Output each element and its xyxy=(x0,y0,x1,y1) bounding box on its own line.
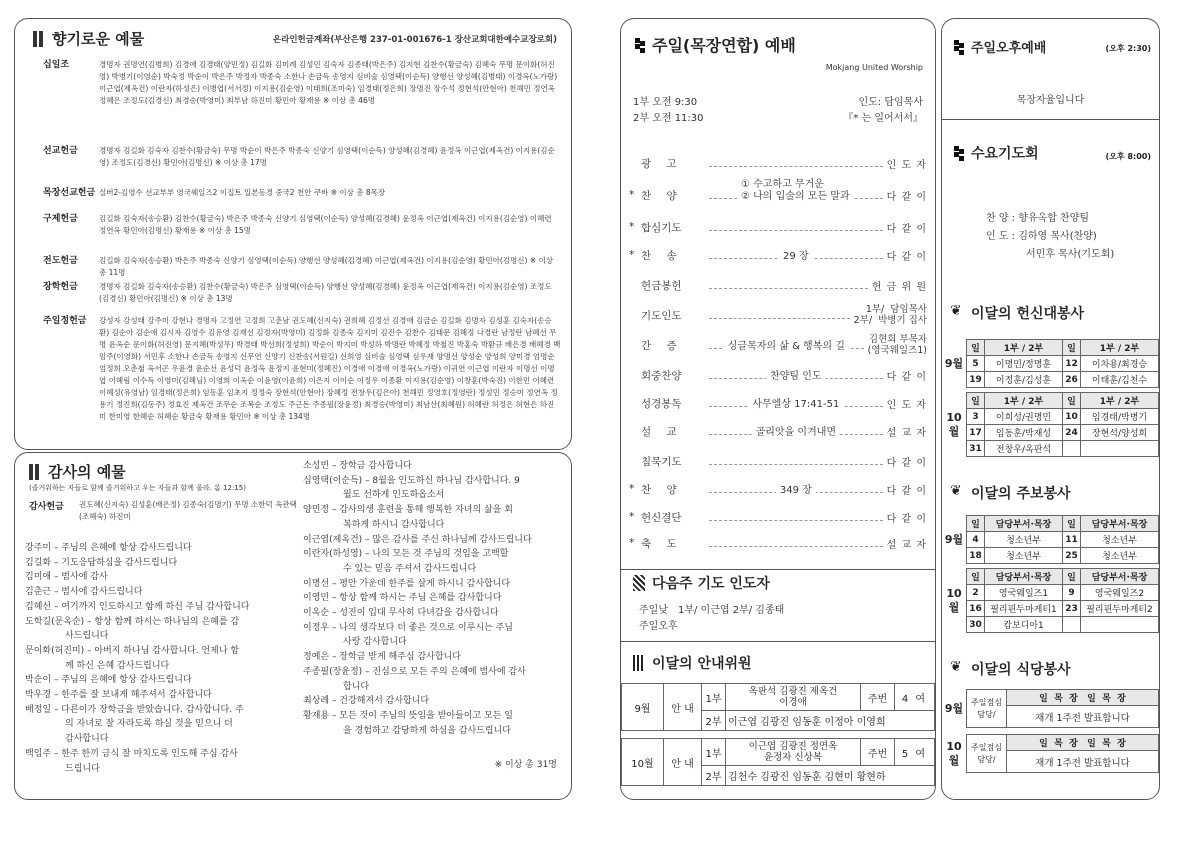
dedication-cell: 3 xyxy=(967,409,985,425)
dedication-month-block xyxy=(942,392,1160,457)
dedication-cell: 24 xyxy=(1063,425,1081,441)
title-marker-icon xyxy=(952,145,964,161)
service-leader: 다 같 이 xyxy=(886,371,927,383)
offering-category: 선교헌금 xyxy=(43,146,78,156)
stand-mark: * xyxy=(629,511,635,523)
dedication-tables xyxy=(942,339,1160,461)
cafeteria-month: 10월 xyxy=(946,739,962,767)
thanks-line: 복하게 하시니 감사합니다 xyxy=(343,519,445,530)
cafeteria-header-row xyxy=(967,735,1159,751)
offering-section xyxy=(43,213,561,237)
service-leader: 헌 금 위 원 xyxy=(871,281,927,293)
dedication-cell xyxy=(1063,441,1081,457)
usher-service: 2부 xyxy=(702,766,726,786)
thanks-line: 황재용 – 모든 것이 주님의 뜻임을 받아들이고 모든 일 xyxy=(303,710,513,721)
cafeteria-title: ❦ 이달의 식당봉사 xyxy=(952,659,1071,679)
bulletin-header: 담당부서·목장 xyxy=(1081,569,1159,585)
dedication-row xyxy=(967,425,1159,441)
wednesday-leader: 인 도 : 김하영 목사(찬양) xyxy=(986,231,1097,242)
thanks-line: 감사합니다 xyxy=(65,734,109,745)
dedication-cell: 31 xyxy=(967,441,985,457)
dedication-header: 일 xyxy=(1063,393,1081,409)
dedication-header: 1부 / 2부 xyxy=(1081,340,1159,356)
thanks-line: 이근엽(제옥건) – 많은 감사를 주신 하나님께 감사드립니다 xyxy=(303,534,532,545)
dedication-header: 1부 / 2부 xyxy=(1081,393,1159,409)
cafeteria-month: 9월 xyxy=(944,701,964,715)
usher-names: 옥판석 김광진 제옥건 이경애 xyxy=(726,684,861,711)
thanks-line: 이옥순 – 성진이 입대 무사히 다녀감을 감사합니다 xyxy=(303,608,499,619)
divider xyxy=(621,641,935,642)
offering-section xyxy=(43,187,561,199)
usher-gap xyxy=(622,731,935,739)
leader-dots xyxy=(709,179,883,202)
offering-title: 향기로운 예물 xyxy=(33,28,144,49)
bulletin-tables xyxy=(942,515,1160,637)
usher-names: 김천수 김광진 임동훈 김현미 황현하 xyxy=(726,766,935,786)
bulletin-header-row xyxy=(967,516,1159,532)
thanks-line: 도학길(문옥순) – 항상 함께 하시는 하나님의 은혜를 감 xyxy=(25,616,240,627)
offering-section xyxy=(43,59,561,107)
stand-note: 『* 는 일어서서』 xyxy=(843,113,923,124)
dedication-cell: 5 xyxy=(967,356,985,372)
title-marker-icon xyxy=(633,575,645,591)
thanks-line: 강주미 – 주님의 은혜에 항상 감사드립니다 xyxy=(25,543,192,553)
thanks-line: 을 경험하고 감당하게 하심을 감사드립니다 xyxy=(343,725,511,736)
thanks-line: 최상례 – 건강해져서 감사합니다 xyxy=(303,696,430,707)
wednesday-time: (오후 8:00) xyxy=(1105,152,1151,161)
dedication-month: 9월 xyxy=(944,356,964,370)
service-item xyxy=(629,179,927,203)
service-leader: 다 같 이 xyxy=(886,251,927,263)
usher-names: 이근엽 김광진 정연옥 윤정자 신상복 xyxy=(726,739,861,766)
worship-leader: 인도: 담임목사 xyxy=(858,97,923,108)
bulletin-cell xyxy=(1081,617,1159,633)
title-marker-icon xyxy=(633,37,645,53)
offering-category: 십일조 xyxy=(43,60,70,70)
offering-category: 구제헌금 xyxy=(43,214,78,224)
service-leader: 설 교 자 xyxy=(886,539,927,551)
thanks-line: 배정일 – 다른이가 장학금을 받았습니다. 감사합니다. 주 xyxy=(25,704,244,715)
service-label: 헌신결단 xyxy=(641,511,682,524)
service-item xyxy=(629,247,927,263)
thanks-line: 김혜선 – 여기까지 인도하시고 함께 하신 주님 감사합니다 xyxy=(25,601,250,612)
usher-month: 10월 xyxy=(622,739,664,786)
offering-names: 실버2-김영수 선교부부 영국웨일즈2 이집트 일본동경 중국2 천안 쿠바 ※ 이상 총 8목장 xyxy=(99,188,386,197)
service-label: 합심기도 xyxy=(641,221,682,234)
bulletin-month: 10월 xyxy=(946,586,962,614)
usher-row xyxy=(622,739,935,766)
offering-category: 목장선교헌금 xyxy=(43,188,96,198)
service-leader: 김현희 부목자 (영국웨일즈1) xyxy=(867,334,927,356)
dedication-cell: 이차용/최경승 xyxy=(1081,356,1159,372)
dedication-cell: 19 xyxy=(967,372,985,388)
afternoon-body: 목장자율입니다 xyxy=(1016,95,1085,106)
bank-account: 온라인헌금계좌(부산은행 237-01-001676-1 장산교회대한예수교장로회) xyxy=(272,35,557,45)
service-leader: 1부/ 담임목사 2부/ 박병기 집사 xyxy=(853,304,927,326)
leaf-icon xyxy=(952,305,964,321)
service-detail: 골리앗을 이겨내면 xyxy=(752,423,840,438)
offering-category: 장학헌금 xyxy=(43,282,78,292)
thanks-line: 합니다 xyxy=(343,681,370,692)
thanks-line: 김춘근 – 범사에 감사드립니다 xyxy=(25,587,143,598)
bulletin-header: 담당부서·목장 xyxy=(985,516,1063,532)
service-leader: 다 같 이 xyxy=(886,191,927,203)
worship-title: 주일(목장연합) 예배 xyxy=(633,33,796,56)
usher-service: 2부 xyxy=(702,711,726,731)
service-item xyxy=(629,423,927,439)
leader-dots xyxy=(709,311,850,319)
leader-dots xyxy=(709,457,883,465)
dedication-header: 일 xyxy=(1063,340,1081,356)
dedication-cell: 이정훈/김성훈 xyxy=(985,372,1063,388)
service-leader: 다 같 이 xyxy=(886,457,927,469)
bulletin-cell: 11 xyxy=(1063,532,1081,548)
thanks-line: 사드립니다 xyxy=(65,631,109,642)
leader-dots xyxy=(709,539,883,547)
service-label: 헌금봉헌 xyxy=(641,279,682,292)
bulletin-table xyxy=(966,515,1159,564)
service-leader: 인 도 자 xyxy=(886,159,927,171)
title-marker-icon xyxy=(33,31,45,47)
leader-dots xyxy=(709,281,868,289)
offering-section xyxy=(43,281,561,305)
service-item xyxy=(629,219,927,235)
leader-dots xyxy=(709,251,883,262)
leader-dots xyxy=(709,513,883,521)
thanks-line: 백임주 – 한주 한끼 금식 잘 마치도록 인도해 주심 감사 xyxy=(25,748,238,759)
wednesday-praise: 찬 양 : 향유옥합 찬양팀 xyxy=(986,213,1090,224)
dedication-cell: 12 xyxy=(1063,356,1081,372)
offering-category: 전도헌금 xyxy=(43,256,78,266)
offering-names: 경명자 권명연(김병희) 김경애 김경태(양민정) 김길화 김미례 김성민 김숙자 김종태(박은주) 김지현 김찬수(황금숙) 김혜숙 무명 문이화(허진영) 박병기(이영순) 박숙정 박순이 박은주 박정자 박종숙 소한나 손금득 송영지 심비술 심영택(이순득) 양행선 양성혜(김병태) 이경옥(노가랑) 이근엽(제옥건) 이란자(하성은) 이병엽(서서정) 이지용(김순영) 이태희(조미숙) 임경태(정은희) 장명진 장수석 정현석(안현아) 천해민 정연옥 정혜은 조정도(김경신) 최경승(박영미) 최부남 하진미 황민아 황재용 ※ 이상 총 46명 xyxy=(99,60,558,105)
service-item xyxy=(629,304,927,326)
service-detail: 싱글목자의 삶 & 행복의 길 xyxy=(724,337,849,352)
dedication-header: 일 xyxy=(967,340,985,356)
dedication-cell: 전창우/옥판석 xyxy=(985,441,1063,457)
thanks-line: 이영민 – 항상 함께 하시는 주님 은혜를 감사합니다 xyxy=(303,593,502,604)
offering-names: 김길화 김숙자(송승환) 김찬수(황금숙) 박은주 박종숙 신양기 심영택(이순득) 양성혜(김경혜) 윤정옥 이근엽(제옥건) 이지용(김순영) 이혜련 정연옥 황민아(김명신) 황재용 ※ 이상 총 15명 xyxy=(99,214,552,235)
usher-title: 이달의 안내위원 xyxy=(633,653,752,673)
cafeteria-table xyxy=(966,734,1159,773)
thanks-line: 정예은 – 장학금 받게 해주심 감사합니다 xyxy=(303,652,461,663)
offering-category: 주일정헌금 xyxy=(43,316,87,326)
cafeteria-month-block xyxy=(942,734,1160,773)
usher-role: 안 내 xyxy=(664,739,702,786)
thanks-line: 월도 선하게 인도하옵소서 xyxy=(343,490,445,501)
cafeteria-label: 주일점심 담당/ xyxy=(967,735,1007,773)
thanks-line: 박우경 – 한주를 잘 보내게 해주셔서 감사합니다 xyxy=(25,690,212,701)
bulletin-row xyxy=(967,585,1159,601)
bulletin-cell: 필리핀두마게티1 xyxy=(985,601,1063,617)
next-prayer-title: 다음주 기도 인도자 xyxy=(633,573,770,593)
service-detail: 349 장 xyxy=(776,481,816,496)
dedication-cell: 이태훈/김천수 xyxy=(1081,372,1159,388)
dedication-row xyxy=(967,409,1159,425)
wednesday-leader-2: 서민후 목사(기도회) xyxy=(1026,249,1115,260)
service-leader: 다 같 이 xyxy=(886,513,927,525)
afternoon-time: (오후 2:30) xyxy=(1105,44,1151,53)
service-item xyxy=(629,535,927,551)
bulletin-cell: 2 xyxy=(967,585,985,601)
schedule-panel xyxy=(941,18,1160,800)
dedication-header: 일 xyxy=(967,393,985,409)
service-leader: 다 같 이 xyxy=(886,223,927,235)
dedication-table xyxy=(966,339,1159,388)
dedication-header: 1부 / 2부 xyxy=(985,340,1063,356)
bulletin-cell: 필리핀두마게티2 xyxy=(1081,601,1159,617)
service-leader: 설 교 자 xyxy=(886,427,927,439)
bulletin-cell: 9 xyxy=(1063,585,1081,601)
bulletin-cell: 4 xyxy=(967,532,985,548)
thanks-line: 이란자(하성영) – 나의 모든 것 주님의 것임을 고백할 xyxy=(303,549,509,560)
offering-section xyxy=(43,145,561,169)
bulletin-cell: 30 xyxy=(967,617,985,633)
thanks-line: 주종필(장윤정) – 진심으로 모든 주의 은혜에 범사에 감사 xyxy=(303,666,526,677)
thanks-line: 수 있는 믿음 주셔서 감사드립니다 xyxy=(343,563,477,574)
thanks-line: 의 자녀로 잘 자라도록 하실 것을 믿으니 더 xyxy=(65,719,233,730)
dedication-cell: 이명민/정명훈 xyxy=(985,356,1063,372)
thanks-cat-names: 권도혜(신지숙) 김성훈(배은정) 김종숙(김명기) 무명 소한덕 옥관택(조혜숙) 하진미 xyxy=(79,500,297,521)
cafeteria-month-block xyxy=(942,689,1160,728)
worship-time-1: 1부 오전 9:30 xyxy=(633,97,698,108)
dedication-header: 1부 / 2부 xyxy=(985,393,1063,409)
dedication-month-block xyxy=(942,339,1160,388)
title-marker-icon xyxy=(952,39,964,55)
thanks-line: 이명선 – 평안 가운데 한주를 살게 하시니 감사합니다 xyxy=(303,578,511,589)
offering-names: 김길화 김숙자(송승환) 박은주 박종숙 신양기 심영택(이순득) 양행선 양성혜(김경혜) 이근엽(제옥건) 이지용(김순영) 황민아(김명신) ※ 이상 총 11명 xyxy=(99,256,553,277)
bulletin-title: ❦ 이달의 주보봉사 xyxy=(952,483,1071,503)
usher-month: 9월 xyxy=(622,684,664,731)
title-marker-icon xyxy=(633,655,645,671)
usher-service: 1부 xyxy=(702,739,726,766)
service-item xyxy=(629,367,927,383)
bulletin-header: 담당부서·목장 xyxy=(1081,516,1159,532)
bulletin-cell: 영국웨일즈1 xyxy=(985,585,1063,601)
service-item xyxy=(629,395,927,411)
dedication-cell xyxy=(1081,441,1159,457)
usher-count: 4 여 xyxy=(895,684,935,711)
dedication-row xyxy=(967,441,1159,457)
bulletin-cell: 청소년부 xyxy=(985,532,1063,548)
offering-names: 경명자 김길화 김숙자(송승환) 김찬수(황금숙) 박은주 심영택(이순득) 양행선 양성혜(김경혜) 윤정옥 이근엽(제옥건) 이지용(김순영) 조정도(김경신) 황민아(김명신) ※ 이상 총 13명 xyxy=(99,282,552,303)
thanks-line: 김미애 – 범사에 감사 xyxy=(25,572,108,583)
thanks-line: 양민정 – 감사의생 훈련을 통해 행복한 자녀의 삶을 회 xyxy=(303,505,513,516)
bulletin-header: 일 xyxy=(967,569,985,585)
service-label: 침묵기도 xyxy=(641,455,682,468)
offering-panel xyxy=(14,18,572,450)
thanks-line: 문이화(허진미) – 아버지 하나님 감사합니다. 언제나 함 xyxy=(25,645,240,656)
usher-week-label: 주번 xyxy=(861,684,895,711)
leaf-icon xyxy=(952,661,964,677)
worship-time-2: 2부 오전 11:30 xyxy=(633,113,704,124)
title-marker-icon xyxy=(29,464,41,480)
bulletin-month: 9월 xyxy=(944,532,964,546)
bulletin-header: 일 xyxy=(1063,516,1081,532)
thanks-line: 소성빈 – 장학금 감사합니다 xyxy=(303,461,412,471)
bulletin-table xyxy=(966,568,1159,633)
thanks-line: 심영택(이순득) – 8월을 인도하신 하나님 감사합니다. 9 xyxy=(303,475,520,486)
bulletin-row xyxy=(967,532,1159,548)
service-item xyxy=(629,453,927,469)
stand-mark: * xyxy=(629,483,635,495)
bulletin-cell: 25 xyxy=(1063,548,1081,564)
thanks-line: 김길화 – 기도응답하심을 감사드립니다 xyxy=(25,557,178,568)
usher-gap xyxy=(622,786,935,794)
thanks-title: 감사의 예물 xyxy=(29,461,126,482)
thanks-list-right xyxy=(303,459,565,738)
next-prayer-afternoon: 주일오후 xyxy=(639,621,678,632)
leader-dots xyxy=(709,485,883,496)
thanks-panel xyxy=(14,452,572,800)
thanks-line: 드립니다 xyxy=(65,763,100,774)
bulletin-cell: 18 xyxy=(967,548,985,564)
stand-mark: * xyxy=(629,249,635,261)
bulletin-cell: 캄보디아1 xyxy=(985,617,1063,633)
service-label: 축 도 xyxy=(641,537,683,550)
service-item xyxy=(629,277,927,293)
thanks-line: 이정우 – 나의 생각보다 더 좋은 것으로 이루시는 주님 xyxy=(303,622,513,633)
cafeteria-label: 주일점심 담당/ xyxy=(967,690,1007,728)
bulletin-header: 담당부서·목장 xyxy=(985,569,1063,585)
bulletin-row xyxy=(967,548,1159,564)
usher-week-label: 주번 xyxy=(861,739,895,766)
usher-row xyxy=(622,684,935,711)
leader-dots xyxy=(709,399,883,410)
next-prayer-sunday: 주일낮 1부/ 이근엽 2부/ 김종태 xyxy=(639,605,785,616)
usher-table xyxy=(621,683,935,794)
service-detail: 사무엘상 17:41-51 xyxy=(748,395,843,410)
leader-dots xyxy=(709,159,883,167)
afternoon-title: 주일오후예배 xyxy=(952,37,1046,56)
bulletin-row xyxy=(967,601,1159,617)
cafeteria-header-row xyxy=(967,690,1159,706)
dedication-header-row xyxy=(967,340,1159,356)
cafeteria-value: 재개 1주전 발표합니다 xyxy=(1007,706,1159,728)
offering-names: 경명자 김길화 김숙자 김찬수(황금숙) 무명 박순이 박은주 박종숙 신양기 심영택(이순득) 양성혜(김경혜) 윤정옥 이근엽(제옥건) 이지용(김순영) 조정도(김경신) 황민아(김명신) ※ 이상 총 17명 xyxy=(99,146,555,167)
service-leader: 인 도 자 xyxy=(886,399,927,411)
bulletin-header-row xyxy=(967,569,1159,585)
thanks-cat: 감사헌금 xyxy=(29,502,64,512)
dedication-cell: 이희성/권명민 xyxy=(985,409,1063,425)
dedication-cell: 26 xyxy=(1063,372,1081,388)
bulletin-header: 일 xyxy=(967,516,985,532)
dedication-row xyxy=(967,372,1159,388)
service-detail: ① 수고하고 무거운 ② 나의 입술의 모든 말과 xyxy=(737,179,854,203)
service-item xyxy=(629,155,927,171)
service-label: 찬 양 xyxy=(641,483,683,496)
bulletin-cell: 청소년부 xyxy=(985,548,1063,564)
cafeteria-table xyxy=(966,689,1159,728)
bulletin-cell: 청소년부 xyxy=(1081,532,1159,548)
dedication-row xyxy=(967,356,1159,372)
leader-dots xyxy=(709,427,883,438)
divider xyxy=(942,119,1159,120)
bulletin-row xyxy=(967,617,1159,633)
leader-dots xyxy=(709,341,864,352)
bulletin-cell: 청소년부 xyxy=(1081,548,1159,564)
usher-service: 1부 xyxy=(702,684,726,711)
bulletin-cell xyxy=(1063,617,1081,633)
leaf-icon xyxy=(952,485,964,501)
service-item xyxy=(629,481,927,497)
thanks-offering-row xyxy=(29,499,299,523)
bulletin-month-block xyxy=(942,568,1160,633)
stand-mark: * xyxy=(629,189,635,201)
dedication-cell: 임동훈/박재성 xyxy=(985,425,1063,441)
service-item xyxy=(629,509,927,525)
thanks-line: 박순이 – 주님의 은혜에 항상 감사드립니다 xyxy=(25,675,192,686)
service-label: 설 교 xyxy=(641,425,683,438)
service-label: 간 증 xyxy=(641,339,683,352)
service-label: 회중찬양 xyxy=(641,369,682,382)
dedication-month: 10월 xyxy=(946,410,962,438)
stand-mark: * xyxy=(629,221,635,233)
cafeteria-header: 일 목 장 일 목 장 xyxy=(1007,735,1159,751)
worship-subtitle: Mokjang United Worship xyxy=(825,63,923,72)
service-label: 광 고 xyxy=(641,157,683,170)
cafeteria-tables xyxy=(942,689,1160,779)
worship-panel xyxy=(620,18,936,800)
dedication-table xyxy=(966,392,1159,457)
divider xyxy=(621,569,935,570)
dedication-title: ❦ 이달의 헌신대봉사 xyxy=(952,303,1084,323)
thanks-verse: (즐거워하는 자들로 함께 즐거워하고 우는 자들과 함께 울라. 롬 12:15) xyxy=(29,484,246,492)
bulletin-cell: 16 xyxy=(967,601,985,617)
cafeteria-value: 재개 1주전 발표합니다 xyxy=(1007,751,1159,773)
bulletin-cell: 23 xyxy=(1063,601,1081,617)
service-detail: 찬양팀 인도 xyxy=(766,367,825,382)
dedication-cell: 임경태/박병기 xyxy=(1081,409,1159,425)
usher-count: 5 여 xyxy=(895,739,935,766)
service-item xyxy=(629,334,927,356)
offering-names: 강성자 강성태 강주미 강현나 경명자 고정연 고정희 고춘남 권도혜(신지숙) 권희혜 김정선 김경애 김금순 김길화 김명자 김성훈 김숙자(송승환) 김순아 김순애 김시자 김영수 김유영 김재선 김정자(박영미) 김정화 김종숙 김지미 김진수 김찬수 김태문 김혜정 나경란 남정란 남혜선 무명 윤옥순 문이화(허진영) 문지혜(박성무) 박경태 박선희(정성희) 박순이 박지미 박성하 박명란 박혜정 박철진 박홍숙 박환규 배은경 배혜경 백임주(이영화) 서민후 소한나 손금득 송영지 신무연 신양기 신찬송(서원길) 신희영 심비술 심영택 심우재 양명선 양성순 양성희 양미경 엄명순 엄정희 오춘철 옥서곤 우윤경 윤순선 윤성덕 윤정옥 윤정지 윤현미(정혜진) 이경애 이경애 이경옥(노가랑) 이귀연 이근엽 이란자 이명선 이명엽 이혜림 이수득 이영미(김혜님) 이영희 이옥순 이윤영(이윤희) 이은지 이이순 이정우 이종환 이지용(김순영) 이창훈(박숙진) 이한민 이혜련 이혜성(유영남) 임경태(정은희) 임동훈 임초지 정정숙 장현석(안현아) 장혜정 전창우(김은아) 천해민 정영호(정영란) 정성민 정승미 정연옥 정용기 정진희(김동주) 정효진 제옥건 조무순 조복순 조정도 주근돈 주종필(장윤정) 최경승(박영미) 최남산(최혜원) 허혜란 허정은 허현은 하진미 한미영 한혜순 허혜순 황금숙 황재용 황민아 ※ 이상 총 134명 xyxy=(99,316,561,421)
service-label: 찬 양 xyxy=(641,189,683,202)
dedication-cell: 17 xyxy=(967,425,985,441)
cafeteria-header: 일 목 장 일 목 장 xyxy=(1007,690,1159,706)
thanks-total: ※ 이상 총 31명 xyxy=(494,760,557,770)
thanks-line: 께 하신 은혜 감사드립니다 xyxy=(65,660,170,671)
thanks-line: 사랑 감사합니다 xyxy=(343,637,407,648)
service-detail: 29 장 xyxy=(779,247,813,262)
service-label: 찬 송 xyxy=(641,249,683,262)
stand-mark: * xyxy=(629,537,635,549)
dedication-cell: 장현석/양성희 xyxy=(1081,425,1159,441)
usher-role: 안 내 xyxy=(664,684,702,731)
service-leader: 다 같 이 xyxy=(886,485,927,497)
usher-names: 이근엽 김광진 임동훈 이정아 이영희 xyxy=(726,711,935,731)
offering-section xyxy=(43,255,561,279)
thanks-list-left xyxy=(25,541,297,776)
leader-dots xyxy=(709,371,883,382)
bulletin-month-block xyxy=(942,515,1160,564)
leader-dots xyxy=(709,223,883,231)
service-label: 기도인도 xyxy=(641,309,682,322)
bulletin-header: 일 xyxy=(1063,569,1081,585)
bulletin-cell: 영국웨일즈2 xyxy=(1081,585,1159,601)
dedication-header-row xyxy=(967,393,1159,409)
dedication-cell: 10 xyxy=(1063,409,1081,425)
wednesday-title: 수요기도회 xyxy=(952,143,1039,163)
offering-section xyxy=(43,315,561,423)
service-label: 성경봉독 xyxy=(641,397,682,410)
